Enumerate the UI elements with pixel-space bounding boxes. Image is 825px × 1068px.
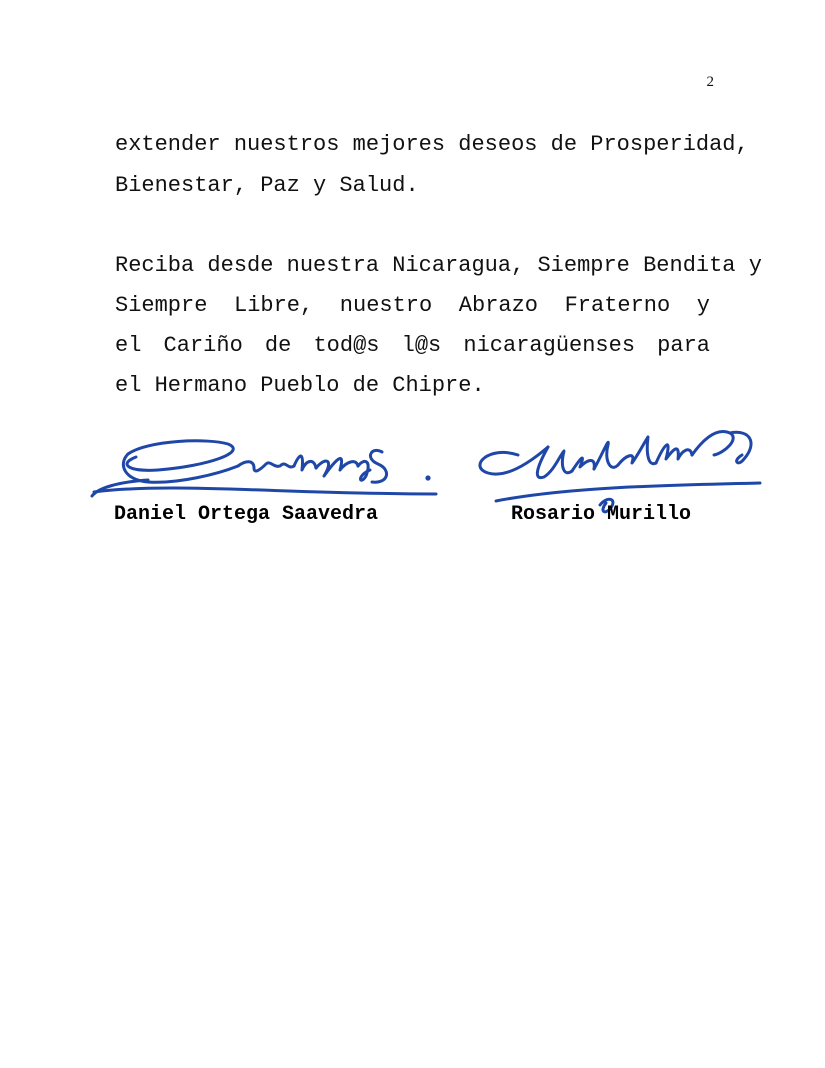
signature-rosario-murillo — [468, 415, 768, 515]
paragraph-2-line-2: Siempre Libre, nuestro Abrazo Fraterno y — [115, 293, 710, 318]
paragraph-1-line-2: Bienestar, Paz y Salud. — [115, 173, 419, 198]
paragraph-2-line-3: el Cariño de tod@s l@s nicaragüenses para — [115, 333, 710, 358]
signatory-name-1: Daniel Ortega Saavedra — [114, 503, 379, 526]
paragraph-2-line-1: Reciba desde nuestra Nicaragua, Siempre Bendita y — [115, 253, 762, 278]
signature-daniel-ortega — [88, 430, 443, 505]
signatory-name-2: Rosario Murillo — [511, 503, 692, 526]
paragraph-2-line-4: el Hermano Pueblo de Chipre. — [115, 373, 485, 398]
page-number: 2 — [706, 74, 714, 90]
signature-dot — [425, 475, 430, 480]
paragraph-1-line-1: extender nuestros mejores deseos de Prosperidad, — [115, 132, 749, 157]
